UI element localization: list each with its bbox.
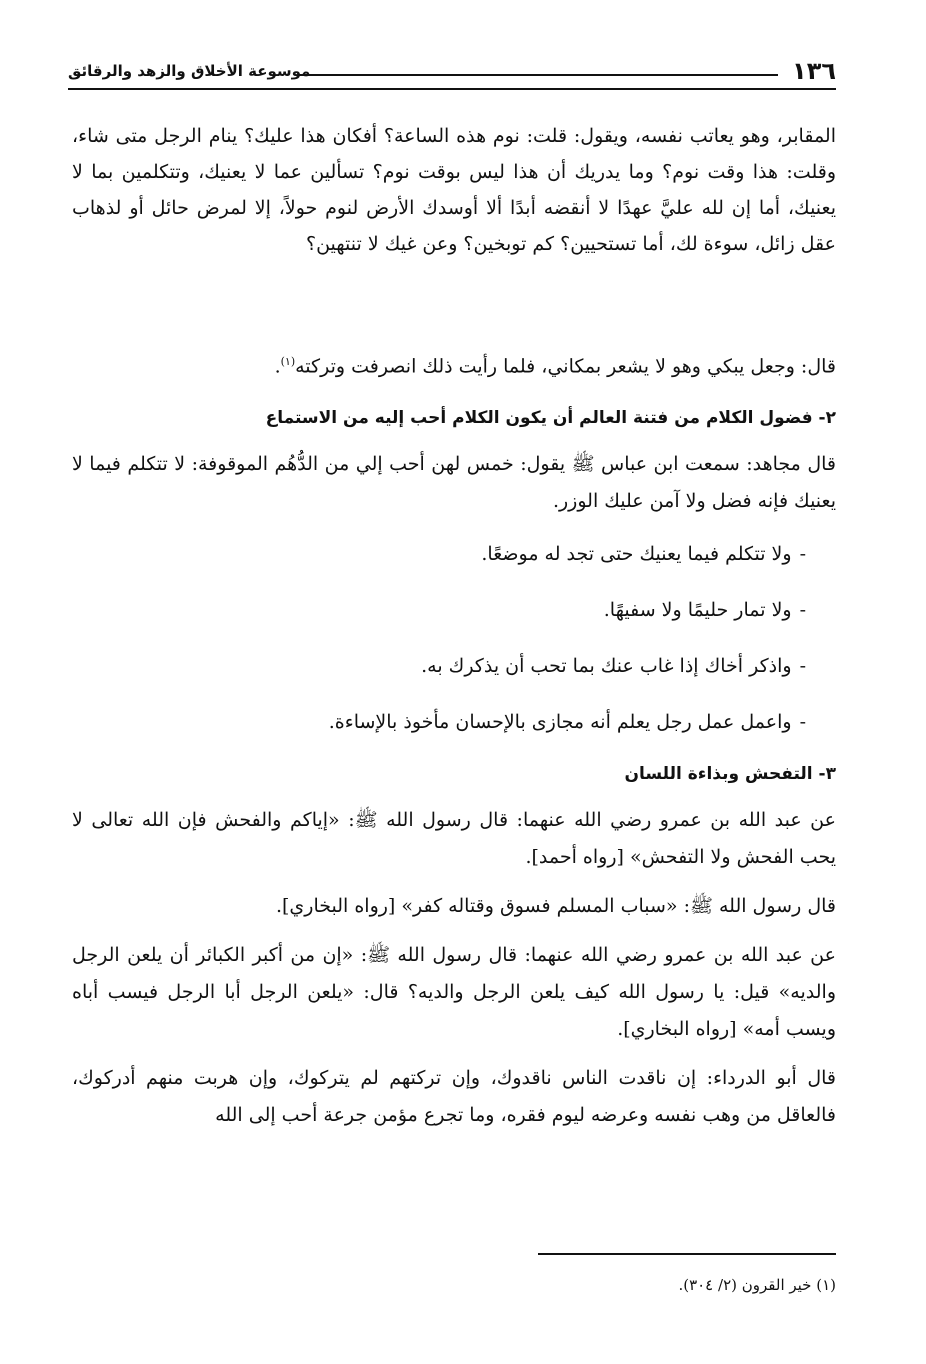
- list-item: [72, 536, 836, 572]
- list-dash: -: [799, 543, 806, 566]
- list-item: [72, 648, 836, 684]
- footnote: (١) خير القرون (٢/ ٣٠٤).: [678, 1276, 836, 1294]
- paragraph-hadith-kabair: عن عبد الله بن عمرو رضي الله عنهما: قال رسول الله ﷺ: «إن من أكبر الكبائر أن يلعن الرجل والديه» قيل: يا رسول الله كيف يلعن الرجل والديه؟ قال: «يلعن الرجل أبا الرجل فيسب أباه ويسب أمه» [رواه البخاري].: [72, 944, 836, 1041]
- paragraph-continuation: المقابر، وهو يعاتب نفسه، ويقول: قلت: نوم هذه الساعة؟ أفكان هذا عليك؟ ينام الرجل متى شاء، وقلت: هذا وقت نوم؟ وما يدريك أن هذا ليس بوقت نوم؟ تسألين عما لا يعنيك، وتتكلمين بما لا يعنيك، أما إن لله عليَّ عهدًا لا أنقضه أبدًا ألا أوسدك الأرض لنوم حولاً، إلا لمرض حائل أو لذهاب عقل زائل، سوءة لك، أما تستحيين؟ كم توبخين؟ وعن غيك لا تنتهين؟: [72, 125, 836, 255]
- paragraph-weeping-end: .: [274, 355, 281, 378]
- paragraph-weeping: [72, 344, 836, 384]
- footnote-reference: (١): [280, 355, 296, 368]
- section-heading-3: ٣- التفحش وبذاءة اللسان: [624, 764, 836, 785]
- running-title: موسوعة الأخلاق والزهد والرقائق: [68, 62, 311, 80]
- list-item-text: واذكر أخاك إذا غاب عنك بما تحب أن يذكرك به.: [421, 655, 792, 678]
- list-item-text: ولا تمار حليمًا ولا سفيهًا.: [603, 599, 792, 622]
- list-item-text: ولا تتكلم فيما يعنيك حتى تجد له موضعًا.: [481, 543, 792, 566]
- list-dash: -: [799, 655, 806, 678]
- footnote-rule: [538, 1253, 836, 1255]
- page-body: [72, 118, 836, 1134]
- header-rule-short: [298, 74, 778, 76]
- list-dash: -: [799, 599, 806, 622]
- paragraph-abu-darda: قال أبو الدرداء: إن ناقدت الناس ناقدوك، وإن تركتهم لم يتركوك، وإن هربت منهم أدركوك، فالعاقل من وهب نفسه وعرضه ليوم فقره، وما تجرع مؤمن جرعة أحب إلى الله: [72, 1067, 836, 1127]
- list-item: [72, 704, 836, 740]
- list-dash: -: [799, 711, 806, 734]
- header-rule: [68, 88, 836, 90]
- paragraph-mujahid: قال مجاهد: سمعت ابن عباس ﷺ يقول: خمس لهن أحب إلي من الدُّهُم الموقوفة: لا تتكلم فيما لا يعنيك فإنه فضل ولا آمن عليك الوزر.: [72, 453, 836, 513]
- page-number: ١٣٦: [792, 57, 836, 85]
- page-header: [68, 56, 836, 90]
- section-heading-2: ٢- فضول الكلام من فتنة العالم أن يكون الكلام أحب إليه من الاستماع: [265, 408, 836, 429]
- list-item: [72, 592, 836, 628]
- paragraph-hadith-sibab: قال رسول الله ﷺ: «سباب المسلم فسوق وقتاله كفر» [رواه البخاري].: [275, 895, 836, 918]
- paragraph-weeping-text: قال: وجعل يبكي وهو لا يشعر بمكاني، فلما رأيت ذلك انصرفت وتركته: [295, 355, 836, 378]
- paragraph-hadith-fahsh: عن عبد الله بن عمرو رضي الله عنهما: قال رسول الله ﷺ: «إياكم والفحش فإن الله تعالى لا يحب الفحش ولا التفحش» [رواه أحمد].: [72, 809, 836, 869]
- list-item-text: واعمل عمل رجل يعلم أنه مجازى بالإحسان مأخوذ بالإساءة.: [328, 711, 792, 734]
